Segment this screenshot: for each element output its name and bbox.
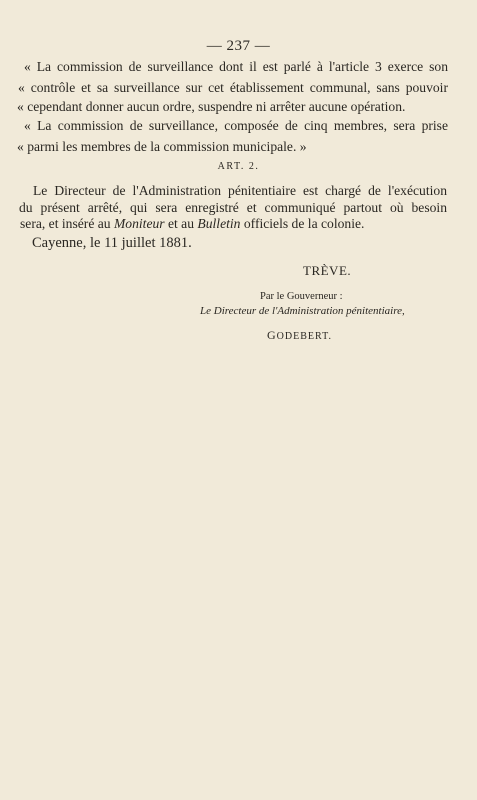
article-line: Le Directeur de l'Administration pénitentiaire est chargé de l'exécution	[33, 183, 447, 198]
signatory: TRÈVE.	[303, 263, 352, 278]
bulletin-title: Bulletin	[197, 216, 241, 231]
paragraph-line: « cependant donner aucun ordre, suspendre ni arrêter aucune opération.	[17, 99, 406, 114]
page-number: — 237 —	[206, 38, 271, 54]
paragraph-line: « parmi les membres de la commission municipale. »	[17, 139, 307, 154]
article-text: sera, et inséré au	[20, 216, 114, 231]
article-text: officiels de la colonie.	[240, 216, 365, 231]
article-line: du présent arrêté, qui sera enregistré et communiqué partout où besoin	[19, 200, 447, 215]
article-text: et au	[164, 216, 198, 231]
paragraph-line: « La commission de surveillance, composée de cinq membres, sera prise	[24, 118, 448, 133]
article-heading: ART. 2.	[217, 161, 260, 172]
director-title: Le Directeur de l'Administration pénitentiaire,	[200, 305, 405, 317]
paragraph-line: « contrôle et sa surveillance sur cet établissement communal, sans pouvoir	[18, 80, 448, 95]
moniteur-title: Moniteur	[113, 216, 165, 231]
signature-initial: G	[267, 328, 277, 342]
signature-rest: ODEBERT.	[276, 331, 332, 342]
paragraph-line: « La commission de surveillance dont il est parlé à l'article 3 exerce son	[24, 59, 448, 74]
date-line: Cayenne, le 11 juillet 1881.	[32, 235, 192, 251]
article-line	[20, 216, 364, 232]
by-governor: Par le Gouverneur :	[260, 291, 343, 302]
signature-name	[267, 328, 332, 343]
